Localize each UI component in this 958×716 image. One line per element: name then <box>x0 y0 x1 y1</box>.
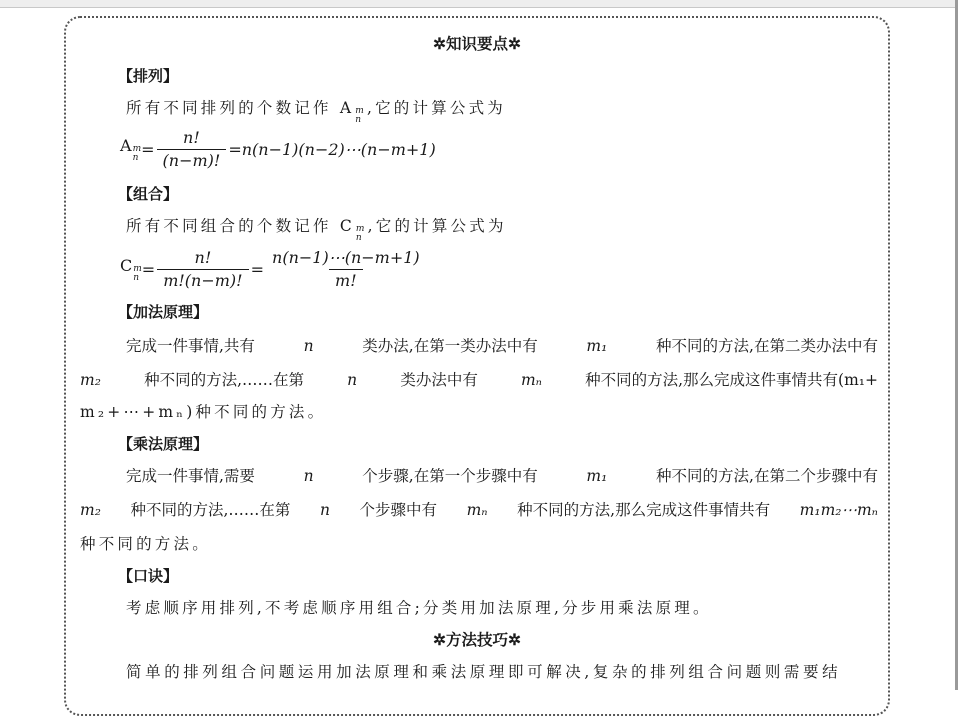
permutation-frac-denominator: (n−m)! <box>157 149 227 171</box>
permutation-fraction <box>157 128 227 171</box>
multiplication-line-1: 完成一件事情,需要 n 个步骤,在第一个步骤中有 m₁ 种不同的方法,在第二个步骤中有 <box>126 467 878 485</box>
combination-formula <box>120 248 428 291</box>
addition-line-1: 完成一件事情,共有 n 类办法,在第一类办法中有 m₁ 种不同的方法,在第二类办法中有 <box>126 337 878 355</box>
addition-line-2: m₂ 种不同的方法,……在第 n 类办法中有 mₙ 种不同的方法,那么完成这件事情共有(m₁+ <box>80 371 878 389</box>
permutation-symbol-inline: A m n <box>339 99 367 125</box>
method-text: 简单的排列组合问题运用加法原理和乘法原理即可解决,复杂的排列组合问题则需要结 <box>126 663 842 681</box>
heading-addition-principle: 【加法原理】 <box>118 303 209 321</box>
combination-intro <box>126 216 507 243</box>
combination-fraction-1 <box>157 248 248 291</box>
combination-intro-text-b: ,它的计算公式为 <box>367 217 507 235</box>
heading-permutation: 【排列】 <box>118 67 179 85</box>
combination-intro-text-a: 所有不同组合的个数记作 <box>126 217 340 235</box>
heading-multiplication-principle: 【乘法原理】 <box>118 435 209 453</box>
combination-frac2-numerator: n(n−1)⋯(n−m+1) <box>272 248 420 267</box>
section-title-methods: ✲方法技巧✲ <box>433 630 521 649</box>
mnemonic-text: 考虑顺序用排列,不考虑顺序用组合;分类用加法原理,分步用乘法原理。 <box>126 599 712 617</box>
permutation-formula <box>120 128 436 171</box>
viewer-top-bar <box>0 0 958 8</box>
heading-mnemonic: 【口诀】 <box>118 567 179 585</box>
equals-sign: = <box>250 260 265 279</box>
equals-sign: = <box>141 140 155 159</box>
permutation-frac-numerator: n! <box>183 128 200 147</box>
combination-frac1-numerator: n! <box>194 248 212 267</box>
section-title-key-points: ✲知识要点✲ <box>433 34 521 53</box>
combination-frac2-denominator: m! <box>329 269 363 291</box>
heading-combination: 【组合】 <box>118 185 179 203</box>
permutation-intro <box>126 98 506 125</box>
equals-sign: = <box>228 140 242 159</box>
multiplication-line-3: 种不同的方法。 <box>80 535 211 553</box>
addition-line-3: m₂+⋯+mₙ)种不同的方法。 <box>80 403 327 421</box>
permutation-rhs: n(n−1)(n−2)⋯(n−m+1) <box>241 140 436 159</box>
combination-frac1-denominator: m!(n−m)! <box>157 269 248 291</box>
permutation-intro-text-b: ,它的计算公式为 <box>366 99 506 117</box>
combination-symbol-inline: C m n <box>339 217 368 243</box>
multiplication-line-2: m₂ 种不同的方法,……在第 n 个步骤中有 mₙ 种不同的方法,那么完成这件事情共有 m₁m₂⋯mₙ <box>80 501 878 519</box>
equals-sign: = <box>141 260 156 279</box>
combination-symbol: C m n <box>120 256 142 283</box>
permutation-symbol: A m n <box>120 136 142 163</box>
combination-fraction-2 <box>266 248 426 291</box>
permutation-intro-text-a: 所有不同排列的个数记作 <box>126 99 340 117</box>
